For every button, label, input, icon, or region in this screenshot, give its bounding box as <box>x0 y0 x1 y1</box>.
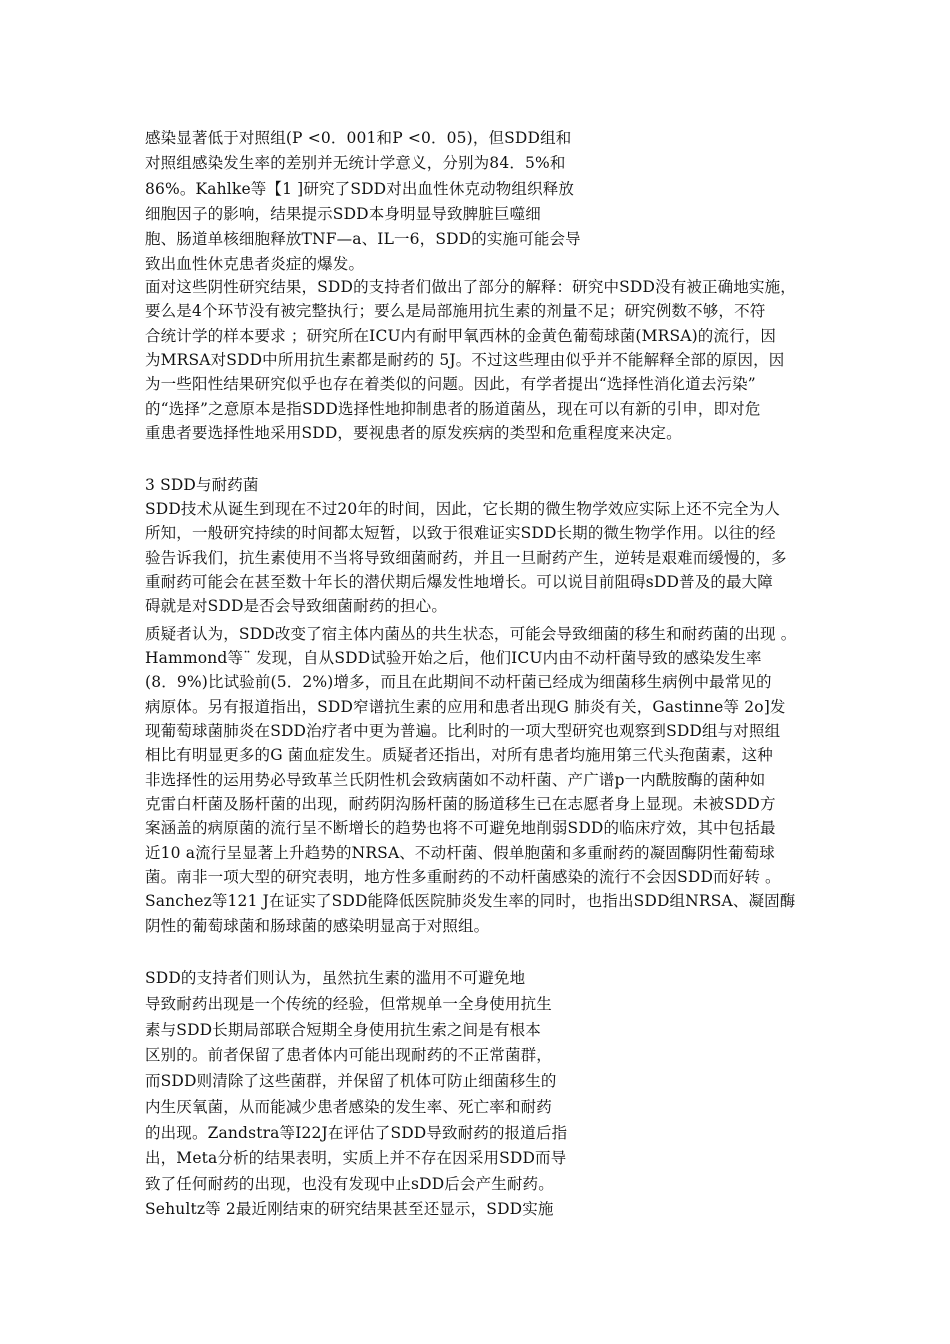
text-line: 胞、肠道单核细胞释放TNF—a、IL一6，SDD的实施可能会导 <box>145 230 581 248</box>
text-line: 合统计学的样本要求 ；研究所在ICU内有耐甲氧西林的金黄色葡萄球菌(MRSA)的流行，因 <box>145 327 777 345</box>
text-line: 相比有明显更多的G 菌血症发生。质疑者还指出，对所有患者均施用第三代头孢菌素，这种 <box>145 746 773 764</box>
text-line: 区别的。前者保留了患者体内可能出现耐药的不正常菌群， <box>145 1046 552 1064</box>
text-line: 克雷白杆菌及肠杆菌的出现，耐药阴沟肠杆菌的肠道移生已在志愿者身上显现。未被SDD方 <box>145 795 776 813</box>
text-line: 质疑者认为，SDD改变了宿主体内菌丛的共生状态，可能会导致细菌的移生和耐药菌的出现 。 <box>145 625 797 643</box>
text-line: Hammond等¨ 发现，自从SDD试验开始之后，他们ICU内由不动杆菌导致的感染发生率 <box>145 649 762 667</box>
text-line: Sehultz等 2最近刚结束的研究结果甚至还显示，SDD实施 <box>145 1200 554 1218</box>
text-line: 的“选择”之意原本是指SDD选择性地抑制患者的肠道菌丛，现在可以有新的引申，即对危 <box>145 400 761 418</box>
text-line: 内生厌氧菌，从而能减少患者感染的发生率、死亡率和耐药 <box>145 1098 552 1116</box>
text-line: 近10 a流行呈显著上升趋势的NRSA、不动杆菌、假单胞菌和多重耐药的凝固酶阴性葡萄球 <box>145 844 775 862</box>
text-line: 为MRSA对SDD中所用抗生素都是耐药的 5J。不过这些理由似乎并不能解释全部的原因，因 <box>145 351 785 369</box>
text-line: 面对这些阴性研究结果，SDD的支持者们做出了部分的解释：研究中SDD没有被正确地实施， <box>145 278 796 296</box>
text-line: 验告诉我们，抗生素使用不当将导致细菌耐药，并且一旦耐药产生，逆转是艰难而缓慢的，多 <box>145 549 787 567</box>
text-line: SDD的支持者们则认为，虽然抗生素的滥用不可避免地 <box>145 969 526 987</box>
section-heading: 3 SDD与耐药菌 <box>145 476 259 494</box>
text-line: 导致耐药出现是一个传统的经验，但常规单一全身使用抗生 <box>145 995 552 1013</box>
text-line: 重耐药可能会在甚至数十年长的潜伏期后爆发性地增长。可以说目前阻碍sDD普及的最大障 <box>145 573 773 591</box>
text-line: 出，Meta分析的结果表明，实质上并不存在因采用SDD而导 <box>145 1149 567 1167</box>
text-line: 病原体。另有报道指出，SDD窄谱抗生素的应用和患者出现G 肺炎有关，Gastinne等 2o]发 <box>145 698 786 716</box>
text-line: 非选择性的运用势必导致革兰氏阴性机会致病菌如不动杆菌、产广谱p一内酰胺酶的菌种如 <box>145 771 766 789</box>
text-line: 重患者要选择性地采用SDD，要视患者的原发疾病的类型和危重程度来决定。 <box>145 424 682 442</box>
text-line: SDD技术从诞生到现在不过20年的时间，因此，它长期的微生物学效应实际上还不完全为人 <box>145 500 780 518</box>
text-line: 素与SDD长期局部联合短期全身使用抗生索之间是有根本 <box>145 1021 541 1039</box>
text-line: 86%。Kahlke等【1 ]研究了SDD对出血性休克动物组织释放 <box>145 180 575 198</box>
text-line: 菌。南非一项大型的研究表明，地方性多重耐药的不动杆菌感染的流行不会因SDD而好转 。 <box>145 868 781 886</box>
text-line: Sanchez等121 J在证实了SDD能降低医院肺炎发生率的同时，也指出SDD组NRSA、凝固酶 <box>145 892 796 910</box>
text-line: 细胞因子的影响，结果提示SDD本身明显导致脾脏巨噬细 <box>145 205 541 223</box>
text-line: 要么是4个环节没有被完整执行；要么是局部施用抗生素的剂量不足；研究例数不够，不符 <box>145 302 766 320</box>
text-line: 致了任何耐药的出现，也没有发现中止sDD后会产生耐药。 <box>145 1175 554 1193</box>
text-line: 致出血性休克患者炎症的爆发。 <box>145 255 365 273</box>
text-line: 为一些阳性结果研究似乎也存在着类似的问题。因此，有学者提出“选择性消化道去污染” <box>145 375 756 393</box>
text-line: 感染显著低于对照组(P <0．001和P <0．05)，但SDD组和 <box>145 129 572 147</box>
text-line: 阴性的葡萄球菌和肠球菌的感染明显高于对照组。 <box>145 917 490 935</box>
text-line: 所知，一般研究持续的时间都太短暂，以致于很难证实SDD长期的微生物学作用。以往的经 <box>145 524 776 542</box>
text-line: 的出现。Zandstra等I22J在评估了SDD导致耐药的报道后指 <box>145 1124 568 1142</box>
text-line: 案涵盖的病原菌的流行呈不断增长的趋势也将不可避免地削弱SDD的临床疗效，其中包括最 <box>145 819 776 837</box>
text-line: 对照组感染发生率的差别并无统计学意义，分别为84．5%和 <box>145 154 566 172</box>
text-line: 而SDD则清除了这些菌群，并保留了机体可防止细菌移生的 <box>145 1072 557 1090</box>
text-line: 现葡萄球菌肺炎在SDD治疗者中更为普遍。比利时的一项大型研究也观察到SDD组与对照组 <box>145 722 781 740</box>
text-line: (8．9%)比试验前(5．2%)增多，而且在此期间不动杆菌已经成为细菌移生病例中最常见的 <box>145 673 772 691</box>
text-line: 碍就是对SDD是否会导致细菌耐药的担心。 <box>145 597 447 615</box>
